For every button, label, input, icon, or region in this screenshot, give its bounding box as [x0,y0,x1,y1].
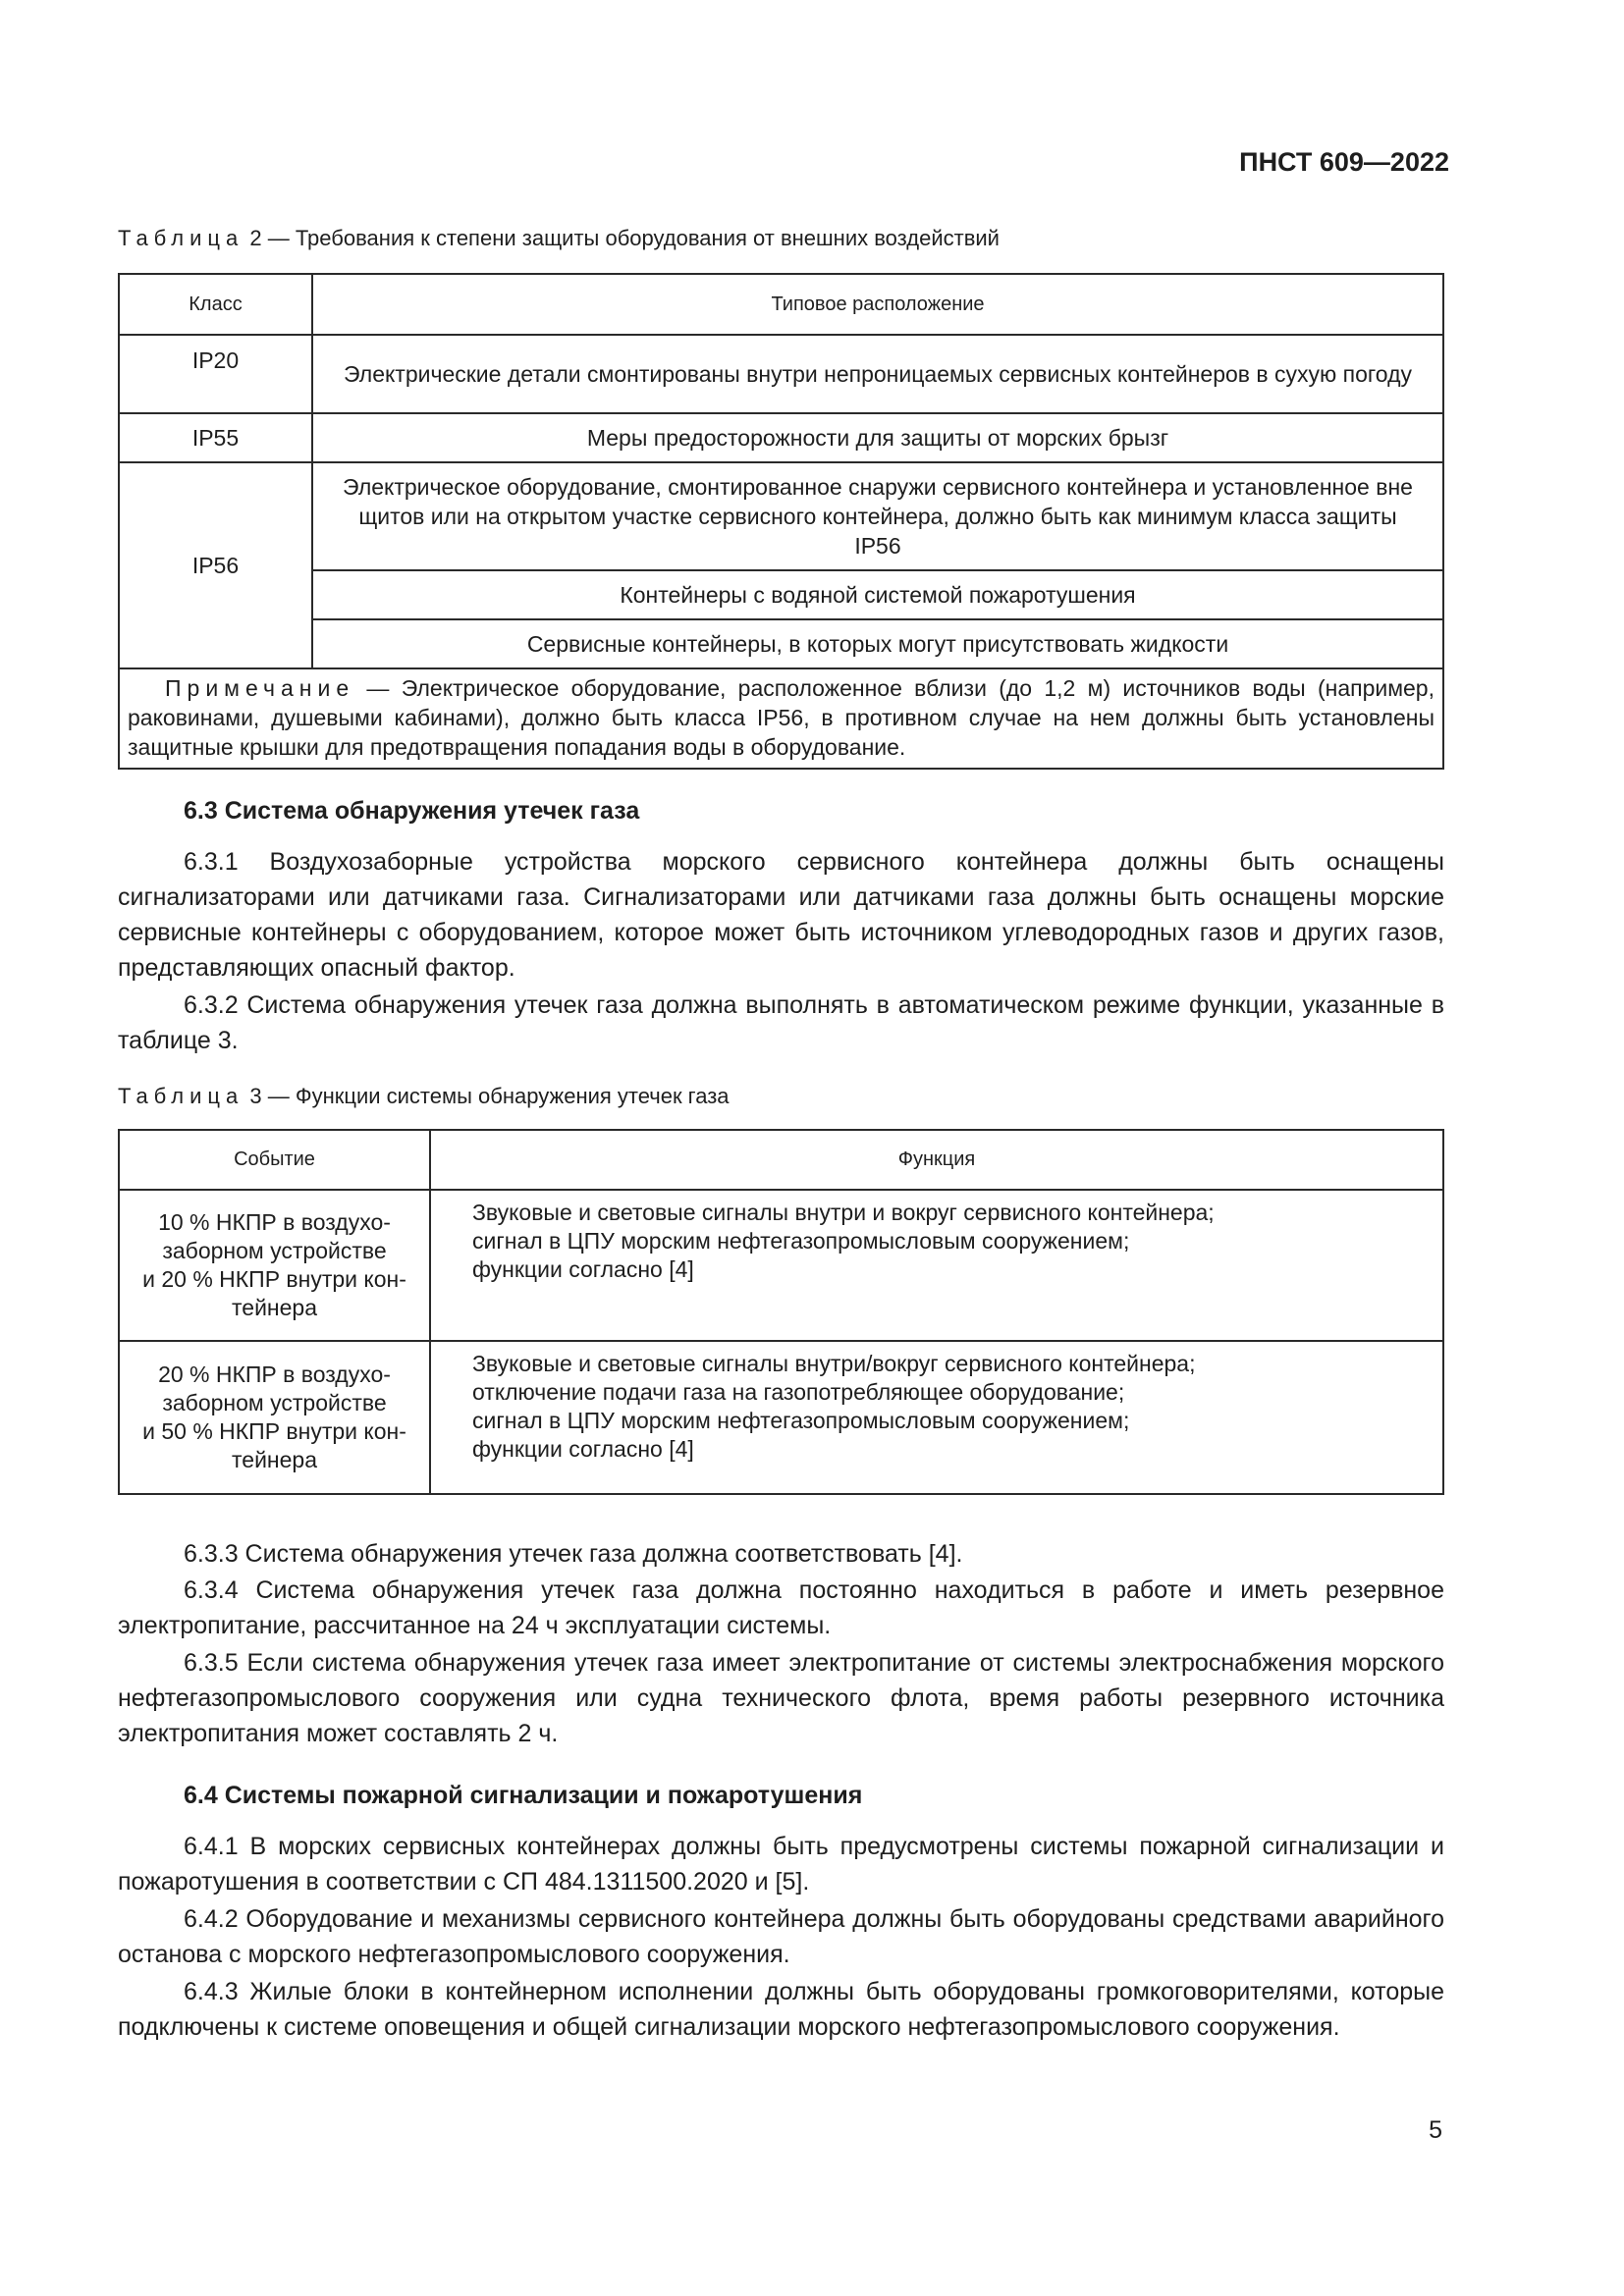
table2-header-location: Типовое расположение [312,274,1443,335]
table-row [119,1341,1443,1494]
table-row [119,570,1443,619]
table3-caption [118,1084,730,1109]
paragraph-text: 6.3.4 Система обнаружения утечек газа должна постоянно находиться в работе и иметь резервное электропитание, рассчитанное на 24 ч эксплуатации системы. [118,1576,1444,1639]
table2-note [119,668,1443,769]
event-line: заборном устройстве [162,1238,387,1263]
paragraph-6-3-3 [118,1536,1444,1572]
paragraph-text: 6.4.3 Жилые блоки в контейнерном исполнении должны быть оборудованы громкоговорителями, которые подключены к системе оповещения и общей сигнализации морского нефтегазопромыслового сооружения. [118,1978,1444,2041]
section-6-4-heading: 6.4 Системы пожарной сигнализации и пожаротушения [184,1782,863,1809]
table3-header-row [119,1130,1443,1190]
event-line: и 20 % НКПР внутри кон- [142,1266,406,1292]
event-line: заборном устройстве [162,1390,387,1415]
table2-location-cell: Электрическое оборудование, смонтированное снаружи сервисного контейнера и установленное вне щитов или на открытом участке сервисного контейнера, должно быть как минимум класса защиты IP56 [312,462,1443,570]
table2 [118,273,1444,770]
table2-caption [118,226,1000,251]
table2-class-cell: IP55 [119,413,312,462]
table2-header-row [119,274,1443,335]
function-line: Звуковые и световые сигналы внутри/вокруг сервисного контейнера; [472,1351,1196,1376]
table3-header-event: Событие [119,1130,430,1190]
table-row [119,413,1443,462]
table2-location-cell: Электрические детали смонтированы внутри непроницаемых сервисных контейнеров в сухую погоду [312,335,1443,413]
table2-header-class: Класс [119,274,312,335]
function-line: функции согласно [4] [472,1436,694,1462]
function-line: Звуковые и световые сигналы внутри и вокруг сервисного контейнера; [472,1200,1215,1225]
paragraph-text: 6.4.1 В морских сервисных контейнерах должны быть предусмотрены системы пожарной сигнализации и пожаротушения в соответствии с СП 484.1311500.2020 и [5]. [118,1833,1444,1896]
table3-header-function: Функция [430,1130,1443,1190]
paragraph-6-4-1 [118,1829,1444,1899]
function-line: функции согласно [4] [472,1256,694,1282]
table3-event-cell [119,1190,430,1341]
paragraph-6-3-1 [118,844,1444,986]
table2-note-label: Примечание [165,675,355,701]
table-row [119,1190,1443,1341]
table-row [119,335,1443,413]
table-row [119,462,1443,570]
table2-class-cell: IP20 [119,335,312,413]
table3-function-cell [430,1341,1443,1494]
document-code: ПНСТ 609—2022 [1239,147,1449,177]
table2-location-cell: Контейнеры с водяной системой пожаротушения [312,570,1443,619]
table-row [119,619,1443,668]
paragraph-6-3-2 [118,988,1444,1058]
section-6-3-heading: 6.3 Система обнаружения утечек газа [184,797,640,825]
table2-location-cell: Меры предосторожности для защиты от морских брызг [312,413,1443,462]
table3-caption-label: Таблица [118,1084,244,1108]
function-line: отключение подачи газа на газопотребляющее оборудование; [472,1379,1125,1405]
page-number: 5 [1429,2116,1442,2144]
table2-caption-label: Таблица [118,226,244,250]
table3 [118,1129,1444,1495]
function-line: сигнал в ЦПУ морским нефтегазопромысловым сооружением; [472,1408,1130,1433]
paragraph-6-3-4 [118,1573,1444,1643]
paragraph-text: 6.4.2 Оборудование и механизмы сервисного контейнера должны быть оборудованы средствами аварийного останова с морского нефтегазопромыслового сооружения. [118,1905,1444,1968]
paragraph-text: 6.3.5 Если система обнаружения утечек газа имеет электропитание от системы электроснабжения морского нефтегазопромыслового сооружения или судна технического флота, время работы резервного источника электропитания может составлять 2 ч. [118,1649,1444,1747]
table2-location-cell: Сервисные контейнеры, в которых могут присутствовать жидкости [312,619,1443,668]
table2-class-cell: IP56 [119,462,312,668]
event-line: 20 % НКПР в воздухо- [158,1362,391,1387]
table2-note-text: — Электрическое оборудование, расположенное вблизи (до 1,2 м) источников воды (например, раковинами, душевыми кабинами), должно быть класса IP56, в противном случае на нем должны быть установлены защитные крышки для предотвращения попадания воды в оборудование. [128,675,1435,760]
paragraph-text: 6.3.1 Воздухозаборные устройства морского сервисного контейнера должны быть оснащены сигнализаторами или датчиками газа. Сигнализаторами или датчиками газа должны быть оснащены морские сервисные контейнеры с оборудованием, которое может быть источником углеводородных газов и других газов, представляющих опасный фактор. [118,848,1444,982]
paragraph-text: 6.3.2 Система обнаружения утечек газа должна выполнять в автоматическом режиме функции, указанные в таблице 3. [118,991,1444,1054]
event-line: тейнера [232,1295,317,1320]
function-line: сигнал в ЦПУ морским нефтегазопромысловым сооружением; [472,1228,1130,1254]
table2-note-row [119,668,1443,769]
paragraph-6-4-3 [118,1974,1444,2045]
event-line: и 50 % НКПР внутри кон- [142,1418,406,1444]
table2-caption-text: 2 — Требования к степени защиты оборудования от внешних воздействий [249,226,1000,250]
paragraph-6-4-2 [118,1901,1444,1972]
paragraph-6-3-5 [118,1645,1444,1751]
event-line: тейнера [232,1447,317,1472]
event-line: 10 % НКПР в воздухо- [158,1209,391,1235]
table3-caption-text: 3 — Функции системы обнаружения утечек газа [249,1084,730,1108]
table3-function-cell [430,1190,1443,1341]
paragraph-text: 6.3.3 Система обнаружения утечек газа должна соответствовать [4]. [184,1540,963,1568]
table3-event-cell [119,1341,430,1494]
